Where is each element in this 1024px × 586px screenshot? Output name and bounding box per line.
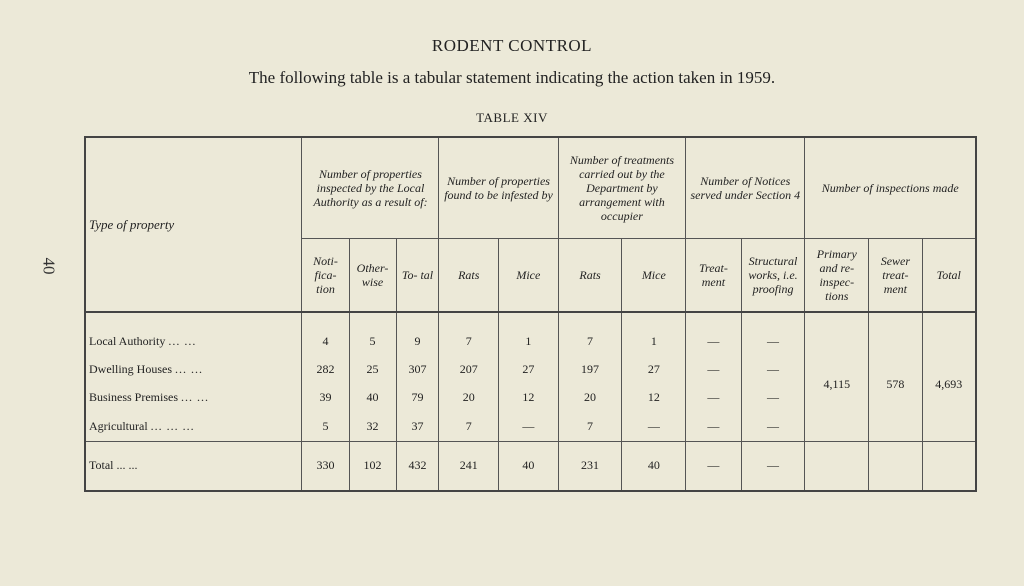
row-label: Business Premises bbox=[89, 390, 179, 405]
inspected-total-header: To- tal bbox=[396, 239, 439, 313]
infested-rats-cell: 7 bbox=[439, 412, 499, 441]
inspected-total-cell: 9 bbox=[396, 312, 439, 355]
structural-cell: — bbox=[741, 355, 805, 384]
leader-dots: ... ... bbox=[181, 390, 210, 405]
infested-mice-total-cell: 40 bbox=[499, 441, 559, 491]
infested-group-header: Number of properties found to be infested by bbox=[439, 137, 558, 239]
treatments-rats-total-cell: 231 bbox=[558, 441, 622, 491]
page-number: 40 bbox=[39, 257, 59, 275]
otherwise-cell: 5 bbox=[349, 312, 396, 355]
treatments-mice-header: Mice bbox=[622, 239, 686, 313]
notification-header: Noti- fica- tion bbox=[302, 239, 349, 313]
primary-inspections-header: Primary and re- inspec- tions bbox=[805, 239, 869, 313]
infested-rats-cell: 20 bbox=[439, 383, 499, 412]
row-label: Agricultural bbox=[89, 418, 148, 433]
treatment-cell: — bbox=[686, 312, 741, 355]
notices-group-header: Number of Notices served under Section 4 bbox=[686, 137, 805, 239]
infested-rats-cell: 207 bbox=[439, 355, 499, 384]
infested-rats-cell: 7 bbox=[439, 312, 499, 355]
infested-mice-cell: 1 bbox=[499, 312, 559, 355]
sewer-treatment-total-blank bbox=[869, 441, 922, 491]
structural-works-header: Structural works, i.e. proofing bbox=[741, 239, 805, 313]
total-row bbox=[85, 441, 976, 491]
treatments-rats-cell: 20 bbox=[558, 383, 622, 412]
treatments-mice-cell: 1 bbox=[622, 312, 686, 355]
inspected-total-cell: 79 bbox=[396, 383, 439, 412]
treatments-rats-header: Rats bbox=[558, 239, 622, 313]
inspections-total-blank bbox=[922, 441, 976, 491]
treatment-cell: — bbox=[686, 355, 741, 384]
table-row bbox=[85, 312, 976, 355]
treatment-total-cell: — bbox=[686, 441, 741, 491]
treatment-header: Treat- ment bbox=[686, 239, 741, 313]
leader-dots: ... ... bbox=[116, 458, 138, 473]
treatments-mice-cell: — bbox=[622, 412, 686, 441]
otherwise-total-cell: 102 bbox=[349, 441, 396, 491]
total-label: Total bbox=[89, 458, 114, 473]
rodent-control-table bbox=[84, 136, 977, 492]
inspections-group-header: Number of inspections made bbox=[805, 137, 976, 239]
infested-mice-header: Mice bbox=[499, 239, 559, 313]
notification-cell: 5 bbox=[302, 412, 349, 441]
primary-inspections-total-blank bbox=[805, 441, 869, 491]
infested-rats-header: Rats bbox=[439, 239, 499, 313]
otherwise-cell: 40 bbox=[349, 383, 396, 412]
treatments-rats-cell: 7 bbox=[558, 312, 622, 355]
otherwise-header: Other- wise bbox=[349, 239, 396, 313]
notification-cell: 39 bbox=[302, 383, 349, 412]
infested-mice-cell: 27 bbox=[499, 355, 559, 384]
inspected-total-cell: 307 bbox=[396, 355, 439, 384]
notification-cell: 282 bbox=[302, 355, 349, 384]
inspections-total-cell: 4,693 bbox=[922, 312, 976, 441]
structural-cell: — bbox=[741, 412, 805, 441]
treatment-cell: — bbox=[686, 412, 741, 441]
row-label: Dwelling Houses bbox=[89, 361, 172, 376]
notification-cell: 4 bbox=[302, 312, 349, 355]
inspected-grand-total-cell: 432 bbox=[396, 441, 439, 491]
infested-mice-cell: 12 bbox=[499, 383, 559, 412]
infested-mice-cell: — bbox=[499, 412, 559, 441]
treatments-mice-cell: 12 bbox=[622, 383, 686, 412]
structural-cell: — bbox=[741, 312, 805, 355]
otherwise-cell: 32 bbox=[349, 412, 396, 441]
structural-cell: — bbox=[741, 383, 805, 412]
page-heading: RODENT CONTROL bbox=[431, 36, 593, 55]
treatments-rats-cell: 7 bbox=[558, 412, 622, 441]
intro-text: The following table is a tabular statement indicating the action taken in 1959. bbox=[248, 68, 776, 87]
inspections-total-header: Total bbox=[922, 239, 976, 313]
sewer-treatment-header: Sewer treat- ment bbox=[869, 239, 922, 313]
primary-inspections-cell: 4,115 bbox=[805, 312, 869, 441]
leader-dots: ... ... bbox=[168, 334, 197, 349]
treatments-rats-cell: 197 bbox=[558, 355, 622, 384]
infested-rats-total-cell: 241 bbox=[439, 441, 499, 491]
row-label: Local Authority bbox=[89, 334, 166, 349]
treatments-mice-total-cell: 40 bbox=[622, 441, 686, 491]
treatment-cell: — bbox=[686, 383, 741, 412]
table-title: TABLE XIV bbox=[476, 110, 548, 125]
treatments-group-header: Number of treatments carried out by the Department by arrangement with occupier bbox=[558, 137, 686, 239]
leader-dots: ... ... ... bbox=[150, 418, 195, 433]
inspected-total-cell: 37 bbox=[396, 412, 439, 441]
structural-total-cell: — bbox=[741, 441, 805, 491]
type-of-property-header: Type of property bbox=[85, 137, 302, 312]
sewer-treatment-cell: 578 bbox=[869, 312, 922, 441]
otherwise-cell: 25 bbox=[349, 355, 396, 384]
notification-total-cell: 330 bbox=[302, 441, 349, 491]
treatments-mice-cell: 27 bbox=[622, 355, 686, 384]
leader-dots: ... ... bbox=[175, 361, 203, 376]
inspected-group-header: Number of properties inspected by the Local Authority as a result of: bbox=[302, 137, 439, 239]
